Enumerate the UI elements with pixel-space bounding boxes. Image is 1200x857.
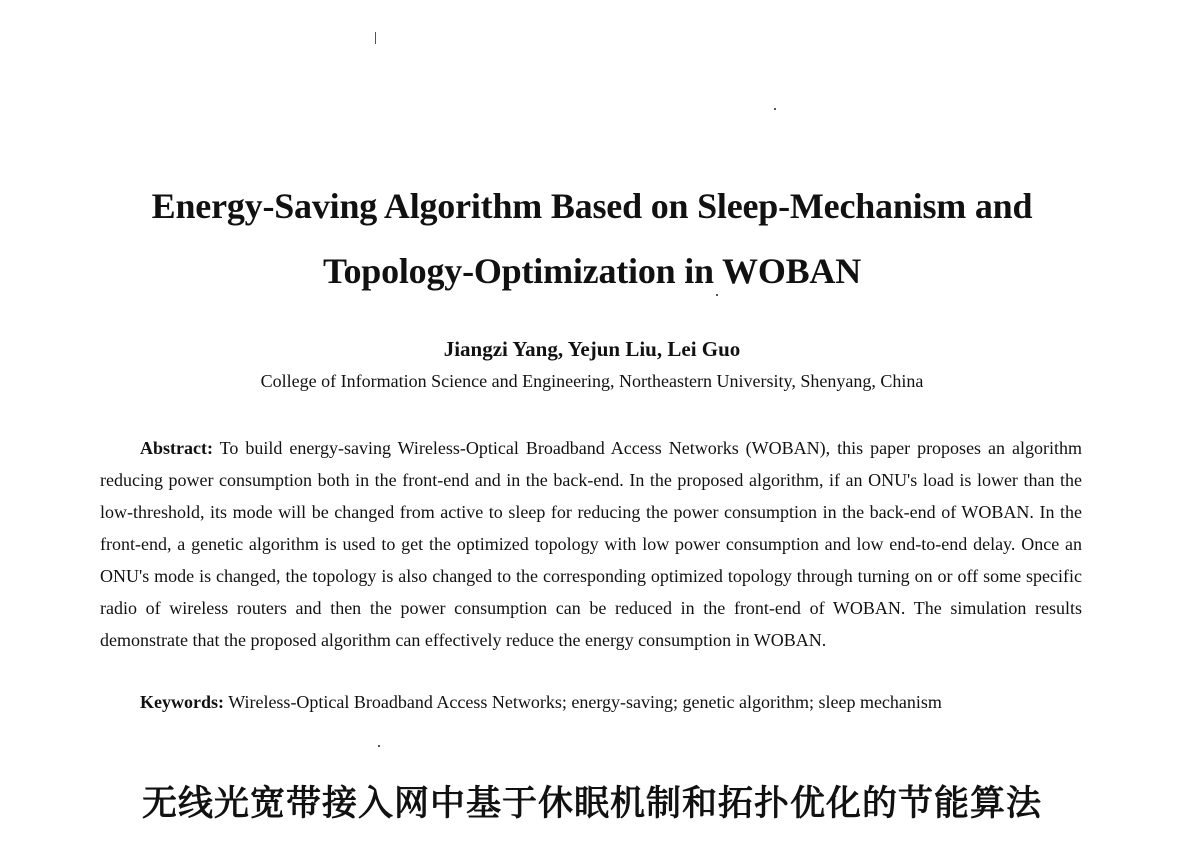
paper-affiliation: College of Information Science and Engineering, Northeastern University, Shenyang, China [260, 371, 924, 391]
keywords-text: Wireless-Optical Broadband Access Networks; energy-saving; genetic algorithm; sleep mechanism [228, 692, 942, 712]
keywords-label: Keywords: [140, 692, 224, 712]
keywords-line [140, 688, 1100, 716]
abstract-label: Abstract: [140, 438, 213, 458]
scan-speck [774, 108, 776, 110]
abstract-paragraph [100, 432, 1082, 656]
chinese-title: 无线光宽带接入网中基于休眠机制和拓扑优化的节能算法 [141, 784, 1042, 824]
scan-speck [378, 745, 380, 747]
scan-speck [716, 294, 718, 296]
paper-title-line-2: Topology-Optimization in WOBAN [322, 251, 862, 291]
abstract-text: To build energy-saving Wireless-Optical Broadband Access Networks (WOBAN), this paper proposes an algorithm reducing power consumption both in the front-end and in the back-end. In the proposed algorithm, if an ONU's load is lower than the low-threshold, its mode will be changed from active to sleep for reducing the power consumption in the back-end of WOBAN. In the front-end, a genetic algorithm is used to get the optimized topology with low power consumption and low end-to-end delay. Once an ONU's mode is changed, the topology is also changed to the corresponding optimized topology through turning on or off some specific radio of wireless routers and then the power consumption can be reduced in the front-end of WOBAN. The simulation results demonstrate that the proposed algorithm can effectively reduce the energy consumption in WOBAN. [100, 438, 1082, 650]
scan-speck [375, 32, 376, 44]
paper-title-line-1: Energy-Saving Algorithm Based on Sleep-Mechanism and [151, 186, 1033, 226]
paper-authors: Jiangzi Yang, Yejun Liu, Lei Guo [443, 337, 741, 361]
